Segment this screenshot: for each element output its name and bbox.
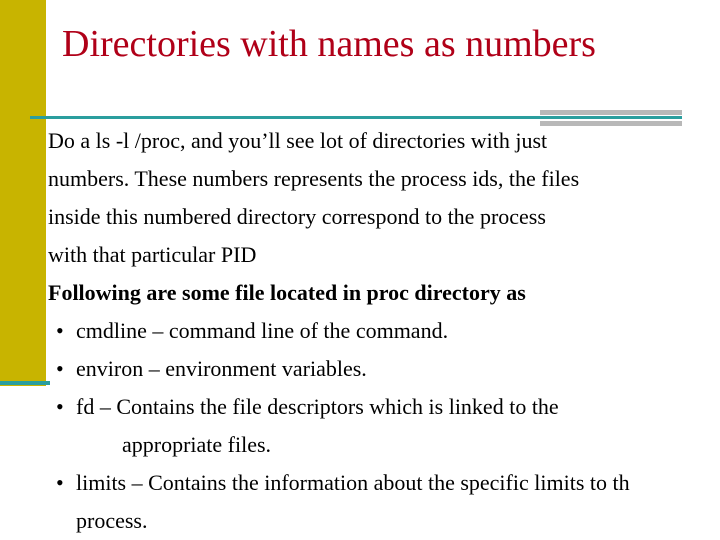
left-bar-underline [0,381,50,385]
bullet-text: environ – environment variables. [76,356,367,381]
left-accent-bar [0,0,46,386]
paragraph-line: inside this numbered directory correspond to the process [48,204,546,229]
title-rule-shadow-top [540,110,682,115]
list-item [48,312,720,350]
list-item [48,388,720,426]
bullet-text: limits – Contains the information about the specific limits to th [76,470,630,495]
list-item [48,350,720,388]
bullet-continuation: process. [76,508,148,533]
title-rule [30,116,682,119]
bullet-icon: • [56,470,64,495]
list-item [48,464,720,502]
bullet-text: cmdline – command line of the command. [76,318,449,343]
bullet-text: fd – Contains the file descriptors which is linked to the [76,394,559,419]
paragraph-line: numbers. These numbers represents the process ids, the files [48,166,580,191]
bullet-continuation: appropriate files. [122,432,272,457]
slide-title: Directories with names as numbers [62,23,596,65]
bullet-icon: • [56,394,64,419]
bullet-icon: • [56,356,64,381]
paragraph-line: Do a ls -l /proc, and you’ll see lot of directories with just [48,128,548,153]
bullet-icon: • [56,318,64,343]
section-heading: Following are some file located in proc directory as [48,280,526,305]
paragraph-line: with that particular PID [48,242,257,267]
slide-body [48,122,720,540]
